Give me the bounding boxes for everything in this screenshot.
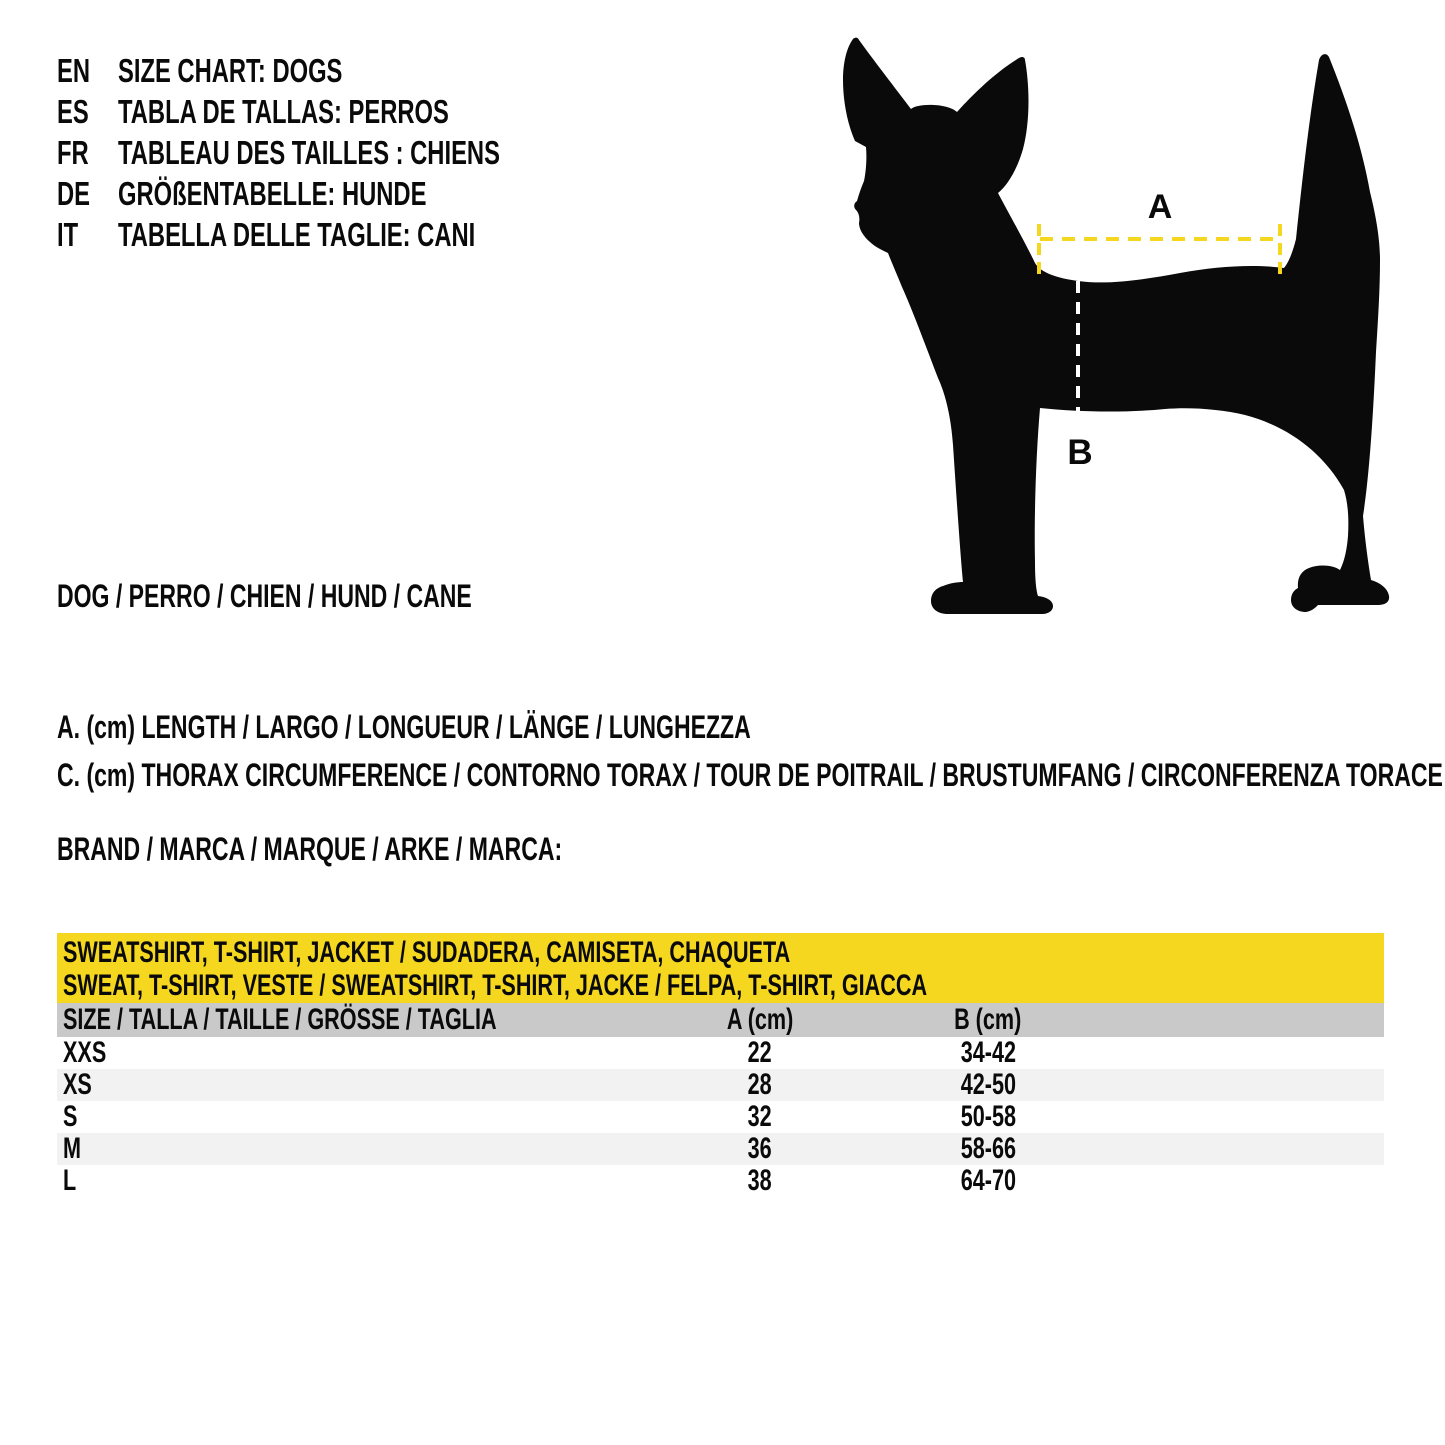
table-title-band xyxy=(57,933,1384,1003)
page-title-it: TABELLA DELLE TAGLIE: CANI xyxy=(118,216,476,253)
a-cell: 36 xyxy=(747,1132,773,1165)
table-row-s xyxy=(57,1101,1384,1133)
language-code: ES xyxy=(57,93,89,130)
table-row-xxs xyxy=(57,1037,1384,1069)
column-header-b: B (cm) xyxy=(954,1003,1022,1036)
table-title-line2: SWEAT, T-SHIRT, VESTE / SWEATSHIRT, T-SHIRT, JACKE / FELPA, T-SHIRT, GIACCA xyxy=(63,969,928,1002)
brand-label: BRAND / MARCA / MARQUE / ARKE / MARCA: xyxy=(57,831,563,867)
legend-length: A. (cm) LENGTH / LARGO / LONGUEUR / LÄNGE / LUNGHEZZA xyxy=(57,709,751,745)
a-cell: 28 xyxy=(747,1068,773,1101)
size-table xyxy=(57,933,1384,1197)
language-code: IT xyxy=(57,216,79,253)
a-cell: 38 xyxy=(747,1164,773,1197)
column-header-size: SIZE / TALLA / TAILLE / GRÖSSE / TAGLIA xyxy=(63,1003,497,1036)
size-cell: XXS xyxy=(63,1036,107,1069)
legend-thorax: C. (cm) THORAX CIRCUMFERENCE / CONTORNO TORAX / TOUR DE POITRAIL / BRUSTUMFANG / CIRCONFERENZA TORACE xyxy=(57,757,1443,793)
table-row-l xyxy=(57,1165,1384,1197)
dimension-a-label: A xyxy=(1147,188,1173,226)
size-cell: S xyxy=(63,1100,78,1133)
size-cell: XS xyxy=(63,1068,92,1101)
dimension-a-line xyxy=(1039,188,1280,278)
dimension-b-label: B xyxy=(1067,433,1093,472)
page-title-fr: TABLEAU DES TAILLES : CHIENS xyxy=(118,134,500,171)
a-cell: 32 xyxy=(747,1100,773,1133)
table-column-header xyxy=(57,1003,1384,1037)
dog-measurement-diagram xyxy=(830,20,1400,620)
column-header-a: A (cm) xyxy=(726,1003,794,1036)
animal-caption: DOG / PERRO / CHIEN / HUND / CANE xyxy=(57,578,472,614)
table-title-line1: SWEATSHIRT, T-SHIRT, JACKET / SUDADERA, CAMISETA, CHAQUETA xyxy=(63,936,791,969)
table-row-xs xyxy=(57,1069,1384,1101)
page-title-en: SIZE CHART: DOGS xyxy=(118,52,343,89)
size-cell: L xyxy=(63,1164,77,1197)
dog-silhouette-icon xyxy=(843,38,1389,614)
language-code: FR xyxy=(57,134,89,171)
b-cell: 64-70 xyxy=(960,1164,1016,1197)
language-code: EN xyxy=(57,52,91,89)
page-title-de: GRÖßENTABELLE: HUNDE xyxy=(118,175,427,212)
table-row-m xyxy=(57,1133,1384,1165)
language-code: DE xyxy=(57,175,91,212)
b-cell: 34-42 xyxy=(960,1036,1016,1069)
size-cell: M xyxy=(63,1132,81,1165)
b-cell: 42-50 xyxy=(960,1068,1016,1101)
page-title-es: TABLA DE TALLAS: PERROS xyxy=(118,93,449,130)
a-cell: 22 xyxy=(747,1036,773,1069)
b-cell: 50-58 xyxy=(960,1100,1016,1133)
b-cell: 58-66 xyxy=(960,1132,1016,1165)
